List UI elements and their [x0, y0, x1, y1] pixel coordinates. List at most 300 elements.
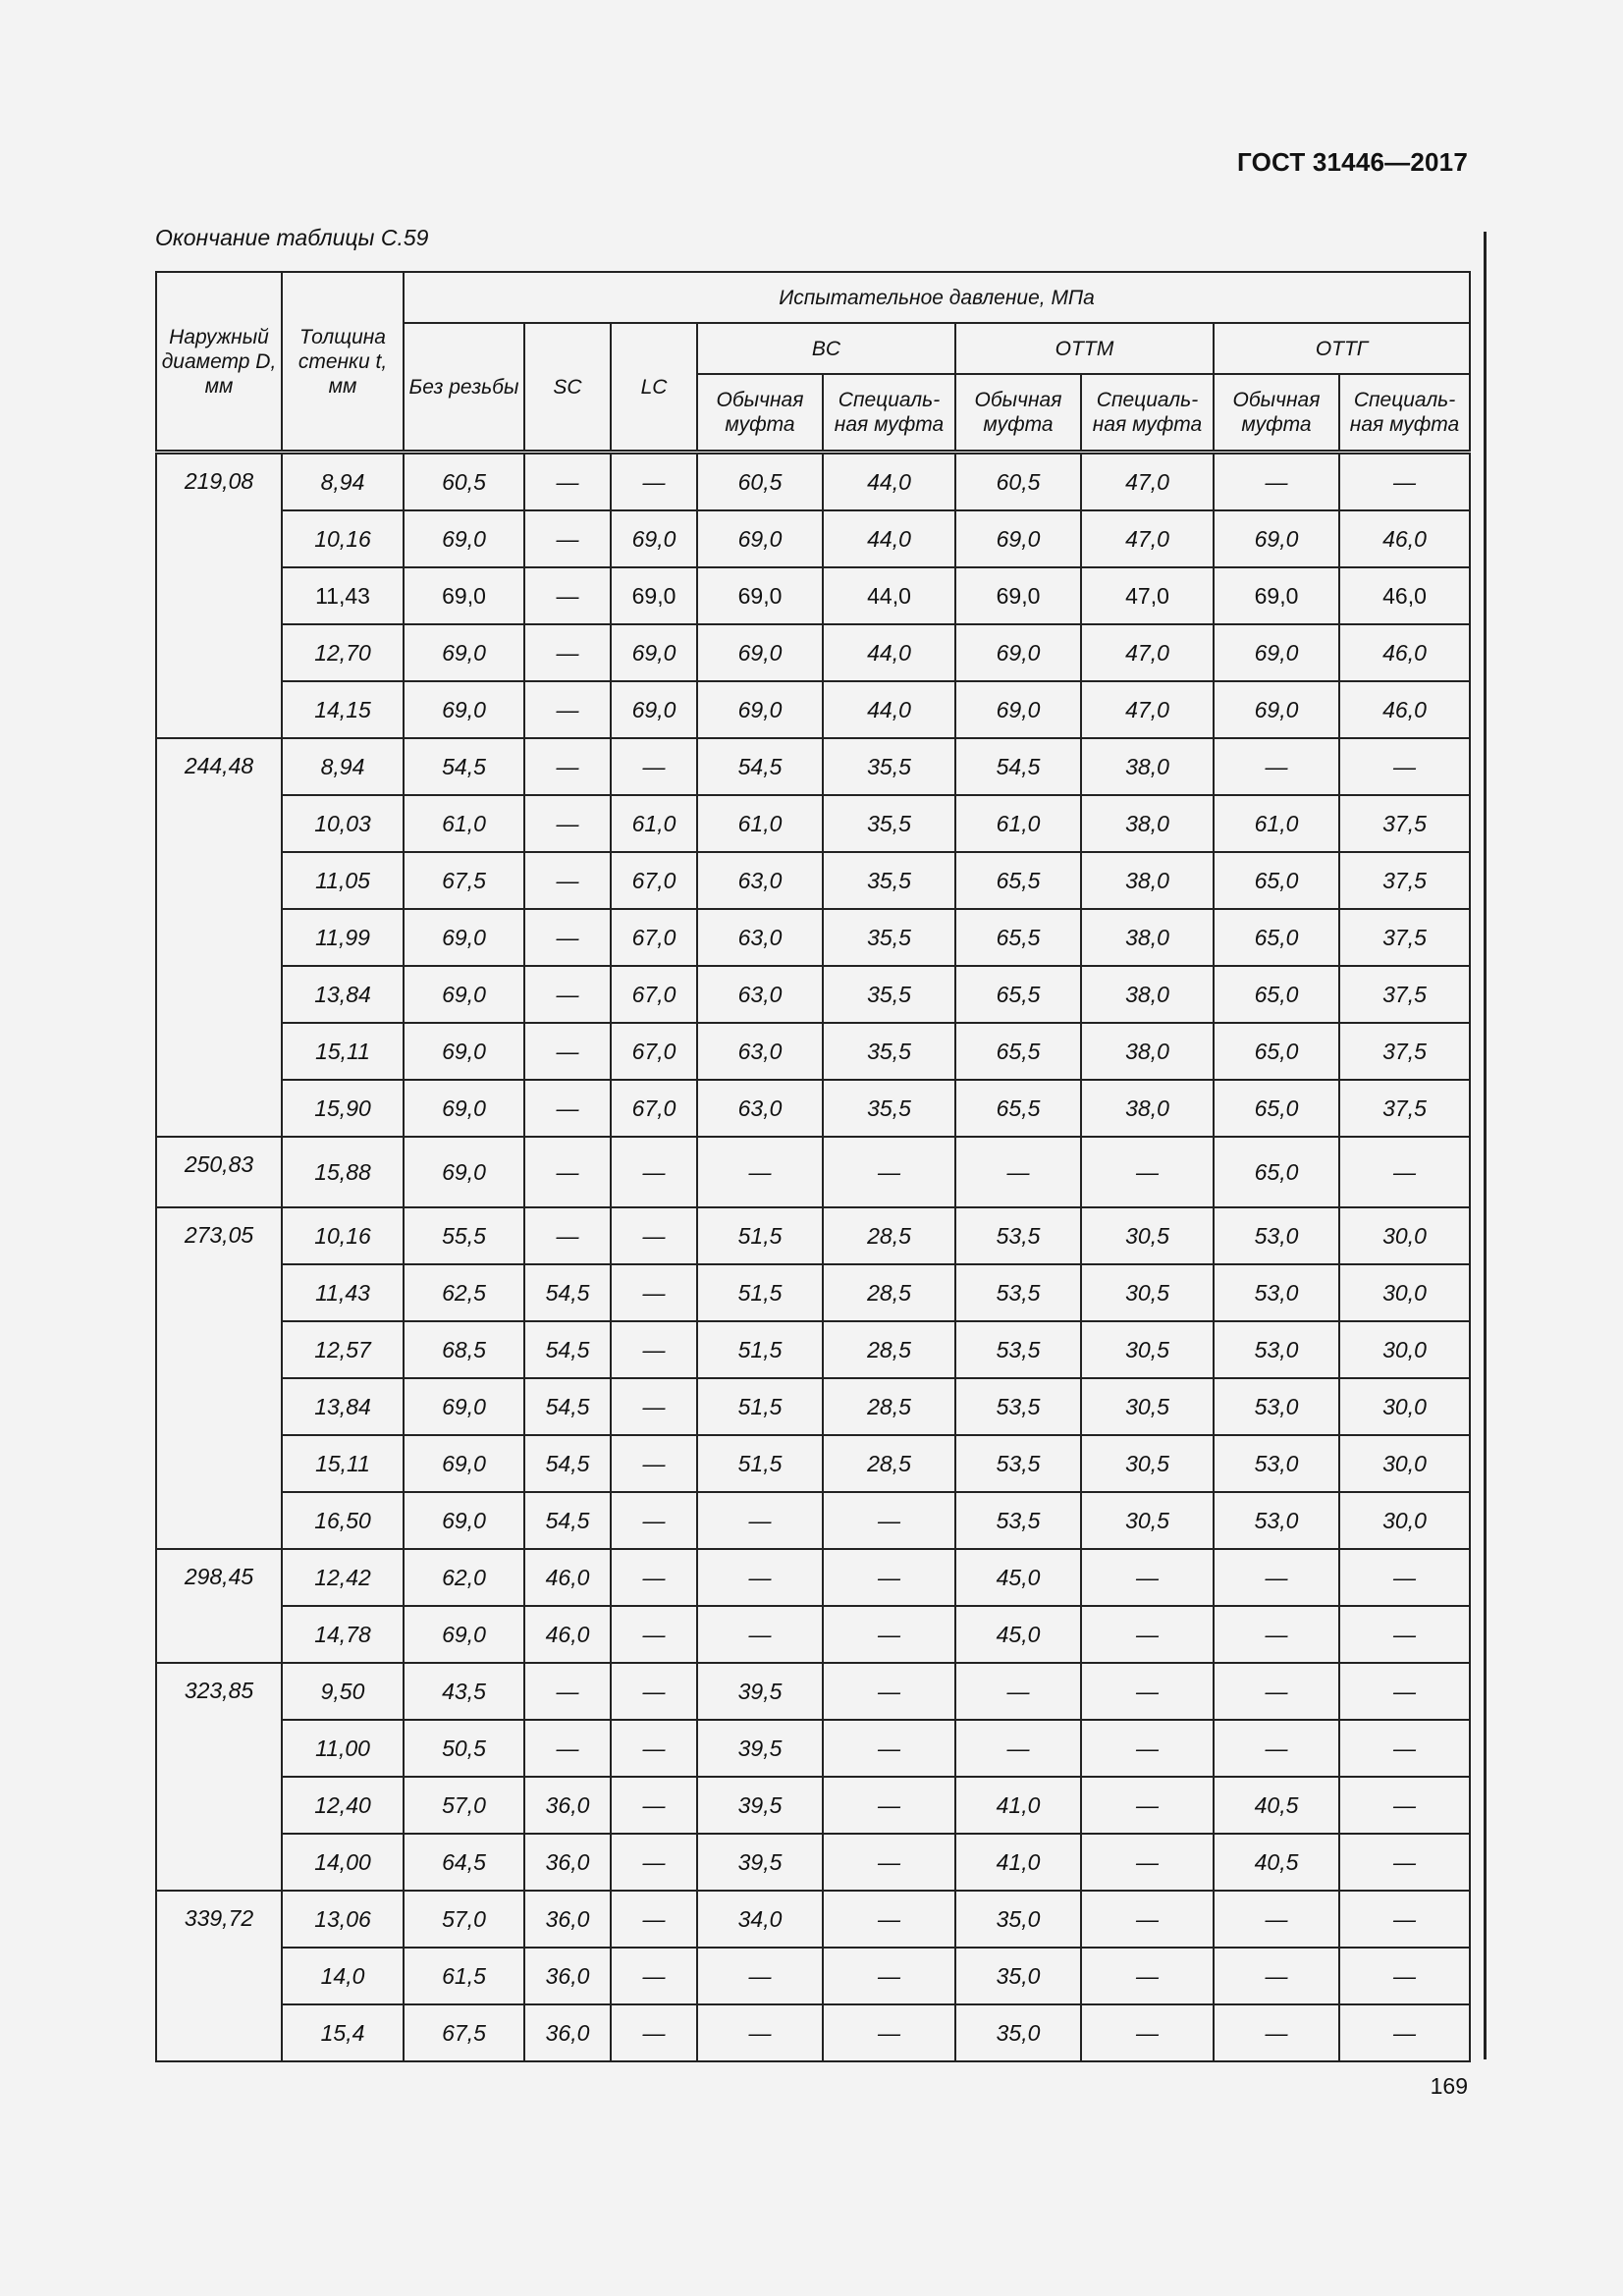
thickness-cell: 11,43 — [282, 1264, 404, 1321]
diameter-cell: 323,85 — [156, 1663, 282, 1891]
pressure-cell: 39,5 — [697, 1777, 823, 1834]
pressure-cell: 44,0 — [823, 624, 955, 681]
table-row — [156, 966, 1470, 1023]
thickness-cell: 13,84 — [282, 966, 404, 1023]
pressure-cell: — — [1339, 2004, 1470, 2061]
pressure-cell: 28,5 — [823, 1264, 955, 1321]
pressure-cell: — — [524, 1720, 611, 1777]
pressure-cell: — — [1339, 1137, 1470, 1207]
pressure-cell: — — [823, 1948, 955, 2004]
pressure-cell: 53,0 — [1214, 1321, 1339, 1378]
pressure-cell: — — [611, 1492, 697, 1549]
pressure-cell: 53,5 — [955, 1435, 1081, 1492]
pressure-cell: 44,0 — [823, 567, 955, 624]
pressure-cell: 37,5 — [1339, 909, 1470, 966]
pressure-cell: 65,0 — [1214, 1137, 1339, 1207]
pressure-cell: — — [524, 681, 611, 738]
pressure-cell: — — [1214, 738, 1339, 795]
pressure-cell: 65,5 — [955, 1080, 1081, 1137]
diameter-cell: 339,72 — [156, 1891, 282, 2061]
pressure-cell: — — [611, 1549, 697, 1606]
pressure-cell: — — [823, 1492, 955, 1549]
pressure-cell: 51,5 — [697, 1435, 823, 1492]
pressure-cell: 43,5 — [404, 1663, 524, 1720]
pressure-cell: — — [524, 1663, 611, 1720]
table-row — [156, 1080, 1470, 1137]
pressure-cell: 69,0 — [404, 1435, 524, 1492]
pressure-cell: 54,5 — [524, 1492, 611, 1549]
pressure-cell: — — [524, 795, 611, 852]
pressure-cell: — — [823, 1606, 955, 1663]
pressure-cell: — — [697, 1549, 823, 1606]
pressure-cell: 47,0 — [1081, 624, 1214, 681]
pressure-cell: — — [955, 1720, 1081, 1777]
pressure-cell: 65,0 — [1214, 909, 1339, 966]
pressure-cell: 35,0 — [955, 1948, 1081, 2004]
pressure-cell: 63,0 — [697, 909, 823, 966]
table-row — [156, 1948, 1470, 2004]
pressure-cell: 30,5 — [1081, 1435, 1214, 1492]
pressure-cell: 65,0 — [1214, 1023, 1339, 1080]
pressure-cell: — — [1339, 1549, 1470, 1606]
thickness-cell: 14,15 — [282, 681, 404, 738]
pressure-cell: 69,0 — [404, 510, 524, 567]
thickness-cell: 8,94 — [282, 453, 404, 511]
pressure-cell: — — [1081, 1663, 1214, 1720]
pressure-cell: — — [697, 1948, 823, 2004]
thickness-cell: 14,0 — [282, 1948, 404, 2004]
pressure-cell: — — [697, 1137, 823, 1207]
pressure-cell: 51,5 — [697, 1264, 823, 1321]
table-row — [156, 2004, 1470, 2061]
table-row — [156, 1720, 1470, 1777]
table-row — [156, 1321, 1470, 1378]
pressure-cell: 54,5 — [524, 1435, 611, 1492]
pressure-cell: 69,0 — [697, 624, 823, 681]
pressure-cell: 65,0 — [1214, 1080, 1339, 1137]
pressure-cell: 37,5 — [1339, 795, 1470, 852]
pressure-cell: 28,5 — [823, 1321, 955, 1378]
pressure-cell: — — [524, 852, 611, 909]
table-row — [156, 909, 1470, 966]
pressure-cell: 47,0 — [1081, 681, 1214, 738]
pressure-cell: 55,5 — [404, 1207, 524, 1264]
pressure-cell: 57,0 — [404, 1891, 524, 1948]
table-row — [156, 624, 1470, 681]
pressure-cell: — — [611, 1264, 697, 1321]
thickness-cell: 11,00 — [282, 1720, 404, 1777]
pressure-cell: — — [823, 2004, 955, 2061]
pressure-cell: 67,0 — [611, 1023, 697, 1080]
pressure-cell: 53,0 — [1214, 1435, 1339, 1492]
pressure-cell: — — [1214, 1606, 1339, 1663]
pressure-cell: 38,0 — [1081, 738, 1214, 795]
pressure-cell: 38,0 — [1081, 909, 1214, 966]
pressure-cell: 39,5 — [697, 1720, 823, 1777]
pressure-cell: 35,5 — [823, 795, 955, 852]
pressure-cell: — — [697, 1492, 823, 1549]
pressure-cell: 46,0 — [1339, 681, 1470, 738]
pressure-cell: 69,0 — [611, 624, 697, 681]
pressure-cell: — — [1081, 1891, 1214, 1948]
diameter-cell: 250,83 — [156, 1137, 282, 1207]
pressure-cell: 60,5 — [955, 453, 1081, 511]
pressure-cell: — — [1339, 1720, 1470, 1777]
pressure-cell: — — [611, 1435, 697, 1492]
pressure-cell: 61,0 — [404, 795, 524, 852]
margin-line — [1484, 232, 1487, 2059]
pressure-cell: — — [823, 1720, 955, 1777]
pressure-cell: — — [823, 1549, 955, 1606]
pressure-cell: 69,0 — [1214, 510, 1339, 567]
pressure-cell: — — [823, 1834, 955, 1891]
pressure-cell: 51,5 — [697, 1321, 823, 1378]
pressure-cell: 35,5 — [823, 852, 955, 909]
pressure-cell: — — [524, 1080, 611, 1137]
pressure-cell: — — [524, 1137, 611, 1207]
pressure-cell: 69,0 — [404, 909, 524, 966]
table-row — [156, 681, 1470, 738]
pressure-cell: 69,0 — [404, 1378, 524, 1435]
diameter-cell: 273,05 — [156, 1207, 282, 1549]
pressure-cell: 63,0 — [697, 1023, 823, 1080]
pressure-cell: — — [524, 624, 611, 681]
pressure-cell: 38,0 — [1081, 795, 1214, 852]
pressure-cell: — — [611, 1321, 697, 1378]
pressure-cell: 38,0 — [1081, 1080, 1214, 1137]
pressure-cell: — — [1081, 2004, 1214, 2061]
thickness-cell: 15,11 — [282, 1435, 404, 1492]
pressure-cell: 61,0 — [697, 795, 823, 852]
table-row — [156, 1777, 1470, 1834]
pressure-cell: — — [1081, 1549, 1214, 1606]
pressure-cell: — — [697, 2004, 823, 2061]
table-body — [156, 453, 1470, 2062]
pressure-cell: 30,0 — [1339, 1207, 1470, 1264]
pressure-cell: 30,5 — [1081, 1264, 1214, 1321]
pressure-cell: 47,0 — [1081, 510, 1214, 567]
table-row — [156, 567, 1470, 624]
pressure-cell: — — [1339, 1663, 1470, 1720]
pressure-cell: 65,0 — [1214, 852, 1339, 909]
pressure-cell: 36,0 — [524, 1834, 611, 1891]
pressure-cell: — — [823, 1137, 955, 1207]
pressure-cell: 69,0 — [404, 1080, 524, 1137]
pressure-cell: 61,5 — [404, 1948, 524, 2004]
pressure-cell: 30,5 — [1081, 1321, 1214, 1378]
pressure-cell: 54,5 — [955, 738, 1081, 795]
pressure-cell: 28,5 — [823, 1207, 955, 1264]
table-row — [156, 1891, 1470, 1948]
pressure-cell: — — [823, 1663, 955, 1720]
pressure-cell: — — [611, 1606, 697, 1663]
pressure-cell: — — [955, 1137, 1081, 1207]
thickness-cell: 12,70 — [282, 624, 404, 681]
pressure-cell: — — [1214, 1948, 1339, 2004]
diameter-cell: 244,48 — [156, 738, 282, 1137]
pressure-cell: — — [611, 1207, 697, 1264]
pressure-cell: — — [1214, 1891, 1339, 1948]
pressure-cell: 39,5 — [697, 1834, 823, 1891]
pressure-cell: — — [1339, 1606, 1470, 1663]
table-row — [156, 738, 1470, 795]
pressure-cell: 69,0 — [697, 510, 823, 567]
table-row — [156, 852, 1470, 909]
pressure-cell: 45,0 — [955, 1549, 1081, 1606]
pressure-cell: 37,5 — [1339, 966, 1470, 1023]
pressure-cell: — — [1081, 1834, 1214, 1891]
pressure-cell: — — [611, 1720, 697, 1777]
pressure-cell: 40,5 — [1214, 1834, 1339, 1891]
pressure-cell: 65,5 — [955, 966, 1081, 1023]
pressure-cell: 51,5 — [697, 1378, 823, 1435]
thickness-cell: 12,42 — [282, 1549, 404, 1606]
pressure-cell: 60,5 — [404, 453, 524, 511]
pressure-cell: 35,5 — [823, 1080, 955, 1137]
pressure-cell: 30,0 — [1339, 1492, 1470, 1549]
pressure-table — [155, 271, 1471, 2062]
pressure-cell: 30,5 — [1081, 1378, 1214, 1435]
pressure-cell: — — [1214, 453, 1339, 511]
pressure-cell: 69,0 — [1214, 624, 1339, 681]
pressure-cell: 36,0 — [524, 1777, 611, 1834]
header-pressure: Испытательное давление, МПа — [404, 272, 1470, 323]
header-bc-special: Специаль-ная муфта — [823, 374, 955, 453]
pressure-cell: 67,0 — [611, 966, 697, 1023]
pressure-cell: 69,0 — [955, 624, 1081, 681]
pressure-cell: — — [1339, 1891, 1470, 1948]
pressure-cell: — — [1214, 1549, 1339, 1606]
pressure-cell: 57,0 — [404, 1777, 524, 1834]
pressure-cell: 44,0 — [823, 453, 955, 511]
pressure-cell: 44,0 — [823, 681, 955, 738]
pressure-cell: 53,5 — [955, 1264, 1081, 1321]
pressure-cell: 53,5 — [955, 1207, 1081, 1264]
pressure-cell: — — [955, 1663, 1081, 1720]
pressure-cell: 53,0 — [1214, 1207, 1339, 1264]
pressure-cell: 69,0 — [697, 567, 823, 624]
pressure-cell: 69,0 — [404, 681, 524, 738]
header-ottg-regular: Обычная муфта — [1214, 374, 1339, 453]
pressure-cell: — — [697, 1606, 823, 1663]
pressure-cell: 69,0 — [1214, 681, 1339, 738]
pressure-cell: — — [611, 738, 697, 795]
pressure-cell: 67,5 — [404, 852, 524, 909]
pressure-cell: 36,0 — [524, 2004, 611, 2061]
header-ottg-special: Специаль-ная муфта — [1339, 374, 1470, 453]
header-group-ottm: ОТТМ — [955, 323, 1214, 374]
table-row — [156, 1264, 1470, 1321]
thickness-cell: 11,99 — [282, 909, 404, 966]
pressure-cell: 69,0 — [404, 1137, 524, 1207]
thickness-cell: 11,43 — [282, 567, 404, 624]
pressure-cell: 67,0 — [611, 852, 697, 909]
pressure-cell: 51,5 — [697, 1207, 823, 1264]
table-caption: Окончание таблицы С.59 — [155, 225, 429, 250]
pressure-cell: 65,0 — [1214, 966, 1339, 1023]
pressure-cell: — — [1081, 1606, 1214, 1663]
pressure-cell: 37,5 — [1339, 1080, 1470, 1137]
thickness-cell: 8,94 — [282, 738, 404, 795]
pressure-cell: 69,0 — [611, 510, 697, 567]
pressure-cell: 41,0 — [955, 1834, 1081, 1891]
pressure-cell: 30,5 — [1081, 1207, 1214, 1264]
pressure-cell: 53,5 — [955, 1492, 1081, 1549]
pressure-cell: 69,0 — [404, 1492, 524, 1549]
pressure-cell: 65,5 — [955, 1023, 1081, 1080]
pressure-cell: 69,0 — [611, 681, 697, 738]
pressure-cell: 39,5 — [697, 1663, 823, 1720]
pressure-cell: 69,0 — [955, 567, 1081, 624]
pressure-cell: 38,0 — [1081, 852, 1214, 909]
pressure-cell: 64,5 — [404, 1834, 524, 1891]
diameter-cell: 298,45 — [156, 1549, 282, 1663]
pressure-cell: 68,5 — [404, 1321, 524, 1378]
table-row — [156, 510, 1470, 567]
pressure-cell: — — [1339, 1948, 1470, 2004]
pressure-cell: 44,0 — [823, 510, 955, 567]
pressure-cell: 30,0 — [1339, 1264, 1470, 1321]
pressure-cell: — — [1214, 2004, 1339, 2061]
pressure-cell: — — [611, 1834, 697, 1891]
pressure-cell: 69,0 — [697, 681, 823, 738]
pressure-cell: 69,0 — [955, 510, 1081, 567]
pressure-cell: — — [1081, 1777, 1214, 1834]
pressure-cell: — — [1081, 1137, 1214, 1207]
pressure-cell: 61,0 — [955, 795, 1081, 852]
pressure-cell: 46,0 — [1339, 510, 1470, 567]
header-group-ottg: ОТТГ — [1214, 323, 1470, 374]
pressure-cell: 61,0 — [611, 795, 697, 852]
table-row — [156, 453, 1470, 511]
pressure-cell: — — [524, 453, 611, 511]
pressure-cell: — — [1214, 1663, 1339, 1720]
thickness-cell: 13,06 — [282, 1891, 404, 1948]
pressure-cell: 30,0 — [1339, 1435, 1470, 1492]
page-number: 169 — [1430, 2073, 1468, 2099]
pressure-cell: 69,0 — [404, 966, 524, 1023]
pressure-cell: — — [823, 1777, 955, 1834]
header-ottm-regular: Обычная муфта — [955, 374, 1081, 453]
table-row — [156, 1137, 1470, 1207]
pressure-cell: 30,0 — [1339, 1321, 1470, 1378]
standard-code: ГОСТ 31446—2017 — [1237, 147, 1468, 177]
pressure-cell: — — [611, 2004, 697, 2061]
header-sc: SC — [524, 323, 611, 453]
pressure-cell: 37,5 — [1339, 852, 1470, 909]
thickness-cell: 12,57 — [282, 1321, 404, 1378]
table-row — [156, 1606, 1470, 1663]
thickness-cell: 16,50 — [282, 1492, 404, 1549]
header-diameter: Наружный диаметр D, мм — [156, 272, 282, 453]
header-group-bc: BC — [697, 323, 955, 374]
pressure-cell: 35,5 — [823, 738, 955, 795]
thickness-cell: 14,00 — [282, 1834, 404, 1891]
pressure-cell: 46,0 — [524, 1549, 611, 1606]
diameter-cell: 219,08 — [156, 453, 282, 739]
pressure-cell: 69,0 — [955, 681, 1081, 738]
pressure-cell: — — [524, 1023, 611, 1080]
thickness-cell: 10,16 — [282, 510, 404, 567]
thickness-cell: 14,78 — [282, 1606, 404, 1663]
pressure-cell: 38,0 — [1081, 1023, 1214, 1080]
pressure-cell: — — [611, 1777, 697, 1834]
pressure-cell: — — [524, 567, 611, 624]
thickness-cell: 10,16 — [282, 1207, 404, 1264]
pressure-cell: 54,5 — [697, 738, 823, 795]
thickness-cell: 15,4 — [282, 2004, 404, 2061]
pressure-cell: 36,0 — [524, 1891, 611, 1948]
pressure-cell: 30,0 — [1339, 1378, 1470, 1435]
pressure-cell: 63,0 — [697, 852, 823, 909]
pressure-cell: — — [1339, 738, 1470, 795]
pressure-cell: 65,5 — [955, 909, 1081, 966]
pressure-cell: 67,0 — [611, 909, 697, 966]
thickness-cell: 9,50 — [282, 1663, 404, 1720]
pressure-cell: — — [1081, 1720, 1214, 1777]
table-row — [156, 795, 1470, 852]
pressure-cell: — — [611, 1891, 697, 1948]
pressure-cell: 53,0 — [1214, 1492, 1339, 1549]
pressure-cell: 65,5 — [955, 852, 1081, 909]
pressure-cell: 47,0 — [1081, 453, 1214, 511]
pressure-cell: 62,5 — [404, 1264, 524, 1321]
pressure-cell: 69,0 — [611, 567, 697, 624]
pressure-cell: — — [611, 1378, 697, 1435]
thickness-cell: 13,84 — [282, 1378, 404, 1435]
pressure-cell: — — [823, 1891, 955, 1948]
pressure-cell: 54,5 — [524, 1321, 611, 1378]
table-row — [156, 1492, 1470, 1549]
header-bc-regular: Обычная муфта — [697, 374, 823, 453]
pressure-cell: 35,5 — [823, 909, 955, 966]
pressure-cell: 69,0 — [404, 624, 524, 681]
pressure-cell: — — [524, 738, 611, 795]
pressure-cell: 37,5 — [1339, 1023, 1470, 1080]
thickness-cell: 12,40 — [282, 1777, 404, 1834]
table-row — [156, 1207, 1470, 1264]
pressure-cell: 63,0 — [697, 966, 823, 1023]
thickness-cell: 11,05 — [282, 852, 404, 909]
pressure-cell: 54,5 — [404, 738, 524, 795]
pressure-cell: — — [524, 510, 611, 567]
pressure-cell: — — [1081, 1948, 1214, 2004]
pressure-cell: 54,5 — [524, 1264, 611, 1321]
pressure-cell: 30,5 — [1081, 1492, 1214, 1549]
table-row — [156, 1834, 1470, 1891]
header-thickness: Толщина стенки t, мм — [282, 272, 404, 453]
pressure-cell: 60,5 — [697, 453, 823, 511]
pressure-cell: 61,0 — [1214, 795, 1339, 852]
pressure-cell: — — [611, 1948, 697, 2004]
pressure-cell: 35,0 — [955, 1891, 1081, 1948]
pressure-cell: 69,0 — [1214, 567, 1339, 624]
pressure-cell: 67,0 — [611, 1080, 697, 1137]
pressure-cell: 40,5 — [1214, 1777, 1339, 1834]
pressure-cell: 54,5 — [524, 1378, 611, 1435]
pressure-cell: 69,0 — [404, 1023, 524, 1080]
table-row — [156, 1435, 1470, 1492]
pressure-cell: 63,0 — [697, 1080, 823, 1137]
pressure-cell: 35,0 — [955, 2004, 1081, 2061]
pressure-cell: — — [1214, 1720, 1339, 1777]
pressure-cell: — — [611, 1663, 697, 1720]
pressure-cell: 53,5 — [955, 1378, 1081, 1435]
table-row — [156, 1549, 1470, 1606]
pressure-cell: 67,5 — [404, 2004, 524, 2061]
thickness-cell: 10,03 — [282, 795, 404, 852]
pressure-cell: 50,5 — [404, 1720, 524, 1777]
